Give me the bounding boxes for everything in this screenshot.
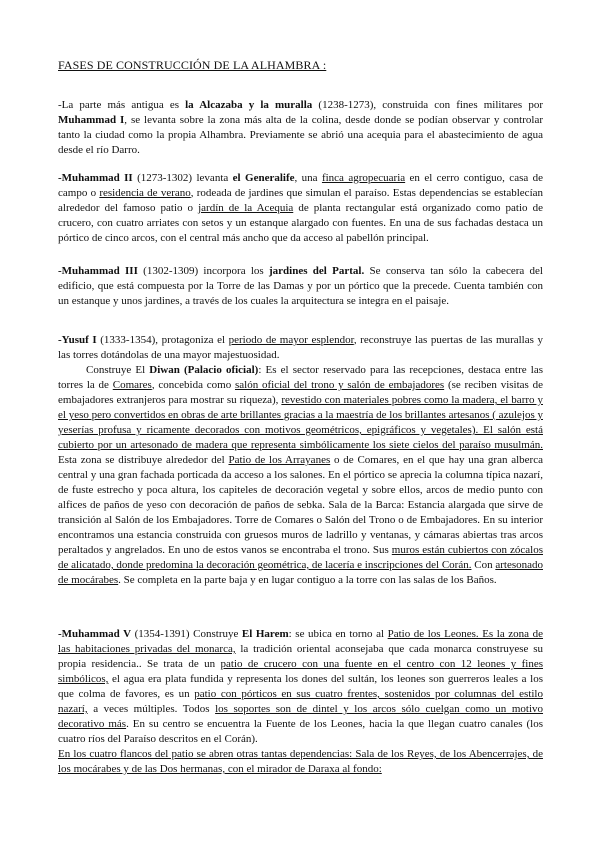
text-run: de planta rectangular está organizado como patio de crucero, con cuatro arriates con setos y un estanque alargado con fuentes. En una de sus fachadas destaca un pórtico de cinco arcos, con el central más ancho que da acceso al pabellón principal. bbox=[58, 202, 543, 244]
document-title: FASES DE CONSTRUCCIÓN DE LA ALHAMBRA : bbox=[58, 58, 327, 72]
underlined-revestido: revestido con materiales pobres como la madera, el barro y el yeso pero convertidos en obras de arte brillantes gracias a la maestría de los brillantes artesanos ( azulejos y yeserías profusa y ricamente decorados con motivos geométricos, epigráficos y vegetales). El salón está cubierto por un artesonado de madera que representa simbólicamente los siete cielos del paraíso musulmán. bbox=[58, 394, 543, 451]
paragraph-yusuf-i bbox=[58, 333, 543, 588]
bold-generalife: el Generalife bbox=[232, 172, 295, 184]
underlined-esplendor: periodo de mayor esplendor bbox=[228, 334, 354, 346]
text-run: , concebida como bbox=[151, 379, 235, 391]
underlined-patio-crucero: patio de crucero con una fuente en el centro con 12 leones y fines simbólicos, bbox=[58, 658, 543, 685]
bold-alcazaba: la Alcazaba y la muralla bbox=[185, 99, 313, 111]
text-run: (1333-1354), protagoniza el bbox=[96, 334, 229, 346]
underlined-finca: finca agropecuaria bbox=[321, 172, 406, 184]
text-run: a veces múltiples. Todos bbox=[87, 703, 216, 715]
paragraph-muhammad-v bbox=[58, 627, 543, 777]
text-run: Esta zona se distribuye alrededor del bbox=[58, 454, 229, 466]
bold-partal: jardines del Partal. bbox=[269, 265, 365, 277]
text-run: : se ubica en torno al bbox=[288, 628, 388, 640]
underlined-comares: Comares bbox=[112, 379, 152, 391]
text-run: en el cerro contiguo, casa de campo o bbox=[58, 172, 544, 199]
underlined-artesonado: artesonado de mocárabes bbox=[58, 559, 543, 586]
text-run: Con bbox=[471, 559, 496, 571]
paragraph-partal bbox=[58, 264, 543, 309]
text-run: , una bbox=[294, 172, 322, 184]
text-run: . Se completa en la parte baja y en lugar contiguo a la torre con las salas de los Baños. bbox=[118, 574, 497, 586]
paragraph-generalife bbox=[58, 171, 543, 246]
bold-muhammad-iii: -Muhammad III bbox=[58, 265, 138, 277]
bold-muhammad-v: -Muhammad V bbox=[58, 628, 132, 640]
text-run: (1354-1391) Construye bbox=[131, 628, 242, 640]
underlined-dependencias: En los cuatro flancos del patio se abren otras tantas dependencias: Sala de los Reyes, de los Abencerrajes, de los mocárabes y de las Dos hermanas, con el mirador de Daraxa al fondo: bbox=[58, 748, 543, 775]
underlined-patio-leones: Patio de los Leones. Es la zona de las habitaciones privadas del monarca, bbox=[58, 628, 543, 655]
text-run: -La parte más antigua es bbox=[58, 99, 186, 111]
text-run: Se conserva tan sólo la cabecera del edificio, que está compuesta por la Torre de las Damas y por un pórtico que la precede. Cuenta también con un estanque y unos jardines, a través de los cuales la arquitectura se integra en el paisaje. bbox=[58, 265, 543, 307]
text-run: (1302-1309) incorpora los bbox=[137, 265, 270, 277]
bold-muhammad-ii: -Muhammad II bbox=[58, 172, 133, 184]
text-run: , rodeada de jardines que simulan el paraíso. Estas dependencias se establecían alrededor del famoso patio o bbox=[58, 187, 544, 214]
paragraph-alcazaba bbox=[58, 98, 543, 158]
text-run: o de Comares, en el que hay una gran alberca central y una gran fachada porticada da acceso a los salones. En el pórtico se aprecia la columna típica nazarí, de fuste estrecho y poca altura, los capiteles de decoración vegetal y sobre ellos, arcos de medio punto con alfices de paños de yeso con decoración de paños de sebka. Sala de la Barca: Estancia alargada que sirve de transición al Salón de los Embajadores. Torre de Comares o Salón del Trono o de Embajadores. En su interior encontramos una estancia construida con gruesos muros de ladrillo y ventanas, y cámaras abiertas tras arcos peraltados y angrelados. En uno de estos vanos se encontraba el trono. Sus bbox=[58, 454, 543, 556]
text-run: . En su centro se encuentra la Fuente de los Leones, hacia la que llegan cuatro canales (los cuatro ríos del Paraíso descritos en el Corán). bbox=[58, 718, 543, 745]
bold-yusuf-i: -Yusuf I bbox=[58, 334, 97, 346]
text-run: (se reciben visitas de embajadores extranjeros para mostrar su riqueza), bbox=[58, 379, 543, 406]
underlined-salon-oficial: salón oficial del trono y salón de embajadores bbox=[234, 379, 445, 391]
bold-harem: El Harem bbox=[241, 628, 289, 640]
text-run: , se levanta sobre la zona más alta de la colina, desde donde se podían observar y controlar tanto la ciudad como la propia Alhambra. Previamente se abrió una acequia para el abastecimiento de agua desde el río Darro. bbox=[58, 114, 543, 156]
text-run: : Es el sector reservado para las recepciones, destaca entre las torres la de bbox=[58, 364, 543, 391]
text-run: , reconstruye las puertas de las murallas y las torres dotándolas de una mayor majestuosidad. bbox=[58, 334, 543, 361]
text-run: (1273-1302) levanta bbox=[132, 172, 233, 184]
underlined-patio-arrayanes: Patio de los Arrayanes bbox=[228, 454, 331, 466]
underlined-residencia: residencia de verano bbox=[99, 187, 191, 199]
underlined-muros: muros están cubiertos con zócalos de alicatado, donde predomina la decoración geométrica, de lacería e inscripciones del Corán. bbox=[58, 544, 543, 571]
text-run: (1238-1273), construida con fines militares por bbox=[312, 99, 543, 111]
text-run: Construye El bbox=[86, 364, 150, 376]
underlined-porticos: patio con pórticos en sus cuatro frentes, sostenidos por columnas del estilo nazarí, bbox=[58, 688, 543, 715]
text-run: el agua era plata fundida y representa los dones del sultán, los leones son guerreros leales a los que colma de favores, es un bbox=[58, 673, 543, 700]
bold-muhammad-i: Muhammad I bbox=[58, 114, 125, 126]
bold-diwan: Diwan (Palacio oficial) bbox=[149, 364, 259, 376]
text-run: la tradición oriental aconsejaba que cada monarca construyese su propia residencia.. Se trata de un bbox=[58, 643, 543, 670]
underlined-soportes: los soportes son de dintel y los arcos sólo cuelgan como un motivo decorativo más bbox=[58, 703, 544, 730]
underlined-jardin-acequia: jardín de la Acequia bbox=[198, 202, 294, 214]
